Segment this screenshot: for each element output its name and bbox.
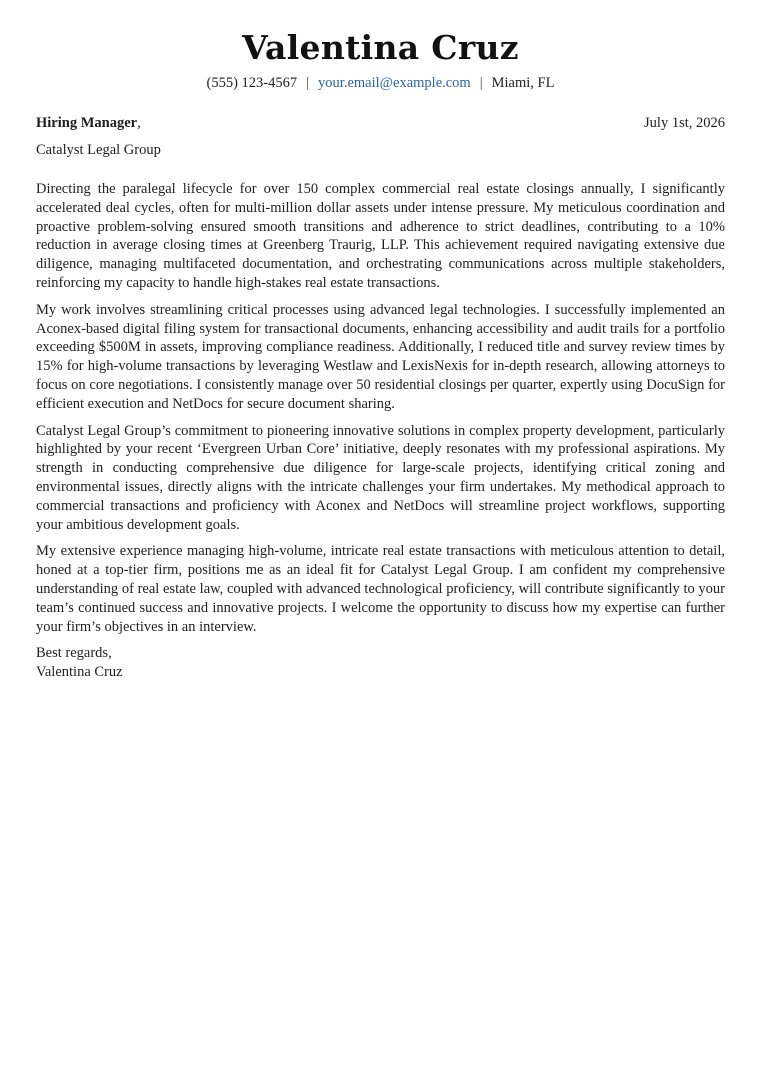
- letter-body: [36, 180, 725, 636]
- recipient-line: [36, 114, 141, 132]
- location: Miami, FL: [491, 75, 555, 91]
- body-paragraph: Directing the paralegal lifecycle for over 150 complex commercial real estate closings annually, I significantly accelerated deal cycles, often for multi-million dollar assets under intense pressure. My meticulous coordination and proactive problem-solving ensured smooth transitions and adherence to strict deadlines, contributing to a 10% reduction in average closing times at Greenberg Traurig, LLP. This achievement required navigating extensive due diligence, managing multifaceted documentation, and orchestrating communications across multiple stakeholders, reinforcing my capacity to handle high-stakes real estate transactions.: [36, 181, 725, 291]
- contact-separator: |: [306, 75, 310, 91]
- letter-date: July 1st, 2026: [644, 115, 725, 131]
- recipient-row: [36, 114, 725, 132]
- recipient-title-suffix: ,: [137, 115, 141, 131]
- body-paragraph: My work involves streamlining critical processes using advanced legal technologies. I successfully implemented an Aconex-based digital filing system for transactional documents, enhancing accessibility and audit trails for a portfolio exceeding $500M in assets, improving compliance readiness. Additionally, I reduced title and survey review times by 15% for high-volume transactions by leveraging Westlaw and LexisNexis for in-depth research, allowing attorneys to focus on core negotiations. I consistently manage over 50 residential closings per quarter, expertly using DocuSign for efficient execution and NetDocs for secure document sharing.: [36, 301, 725, 412]
- closing-salutation: Best regards,: [36, 645, 112, 662]
- closing-signature: Valentina Cruz: [36, 664, 123, 681]
- body-paragraph: Catalyst Legal Group’s commitment to pioneering innovative solutions in complex property development, particularly highlighted by your recent ‘Evergreen Urban Core’ initiative, deeply resonates with my professional aspirations. My strength in conducting comprehensive due diligence for large-scale projects, identifying critical zoning and environmental issues, directly aligns with the intricate challenges your firm undertakes. My methodical approach to commercial transactions and proficiency with Aconex and NetDocs will streamline project workflows, supporting your ambitious development goals.: [36, 422, 725, 533]
- cover-letter-page: [36, 28, 725, 682]
- recipient-title: Hiring Manager: [36, 115, 138, 131]
- closing-block: [36, 644, 725, 682]
- email-link[interactable]: your.email@example.com: [318, 75, 471, 91]
- phone-number: (555) 123-4567: [206, 75, 298, 91]
- recipient-company: Catalyst Legal Group: [36, 142, 161, 158]
- contact-separator: |: [479, 75, 483, 91]
- applicant-name: Valentina Cruz: [242, 28, 519, 67]
- contact-line: [36, 74, 725, 92]
- body-paragraph: My extensive experience managing high-volume, intricate real estate transactions with meticulous attention to detail, honed at a top-tier firm, positions me as an ideal fit for Catalyst Legal Group. I am confident my comprehensive understanding of real estate law, coupled with advanced technological proficiency, will contribute significantly to your team’s continued success and innovative projects. I welcome the opportunity to discuss how my expertise can further your firm’s objectives in an interview.: [36, 543, 725, 635]
